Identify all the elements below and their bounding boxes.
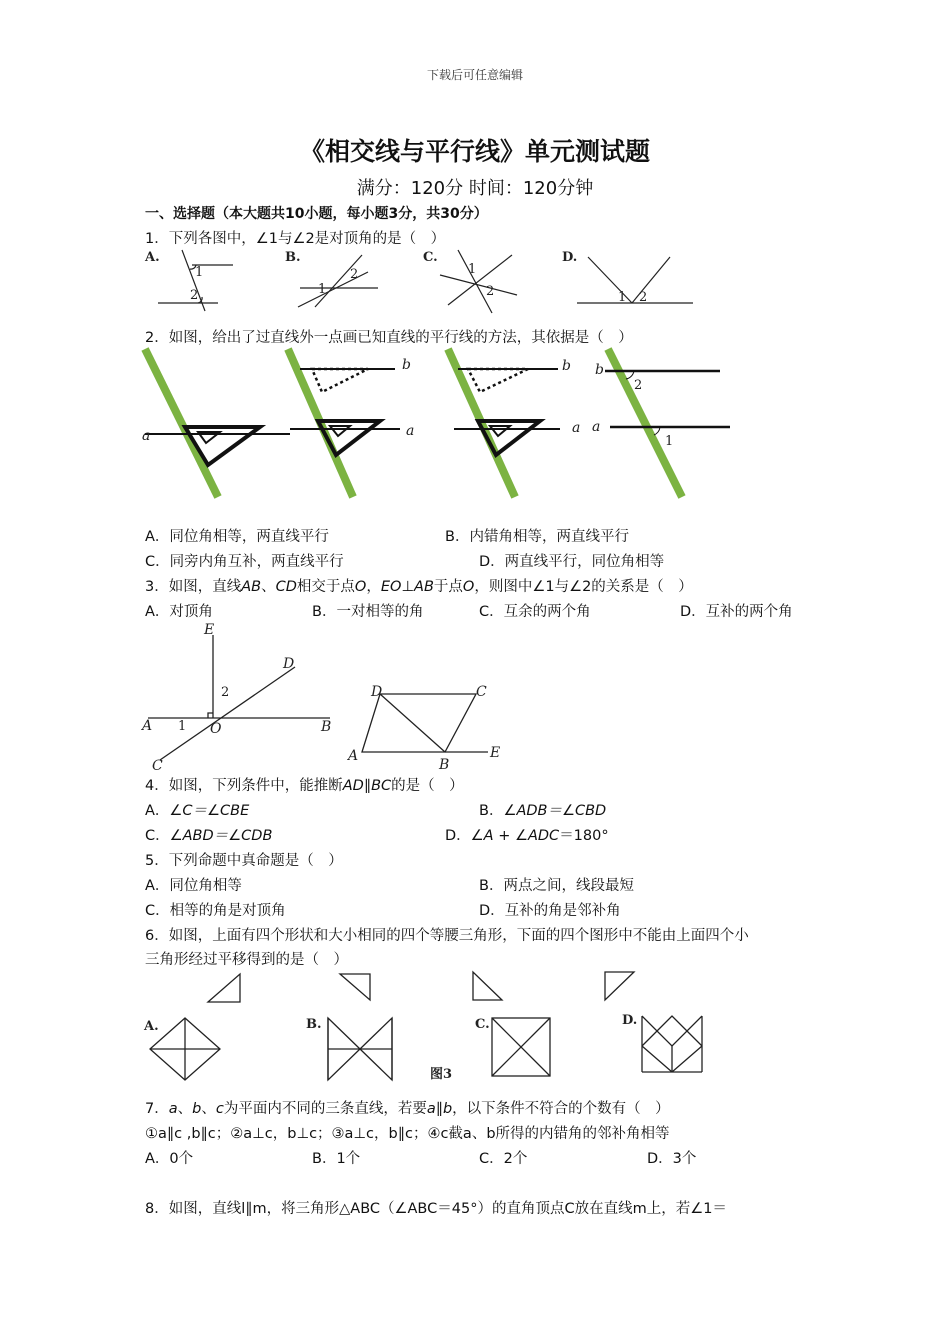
q1-label-b: B. <box>285 250 301 265</box>
q4-label-d: D <box>371 684 383 700</box>
q1-a-angle1: 1 <box>195 265 204 280</box>
q4-label-a: A <box>348 748 359 764</box>
q2-option-b[interactable]: B．内错角相等，两直线平行 <box>445 529 629 545</box>
q3-option-a[interactable]: A．对顶角 <box>145 604 213 620</box>
q7-option-b[interactable]: B．1个 <box>312 1151 361 1167</box>
question-7-stem: 7．a、b、c为平面内不同的三条直线，若要a∥b，以下条件不符合的个数有（ ） <box>145 1101 670 1117</box>
question-4-stem: 4．如图，下列条件中，能推断AD∥BC的是（ ） <box>145 778 464 794</box>
question-7-conditions: ①a∥c ,b∥c；②a⊥c，b⊥c；③a⊥c，b∥c；④c截a、b所得的内错角的邻补角相等 <box>145 1126 670 1142</box>
q3-label-two: 2 <box>221 685 230 700</box>
q5-option-b[interactable]: B．两点之间，线段最短 <box>479 878 634 894</box>
question-1-figures <box>140 245 710 315</box>
q2-fig3-label-b: b <box>562 358 571 374</box>
q5-option-a[interactable]: A．同位角相等 <box>145 878 242 894</box>
question-3-figure <box>140 620 360 774</box>
q4-label-b: B <box>439 757 450 773</box>
q1-figure-b <box>285 250 378 307</box>
q3-option-d[interactable]: D．互补的两个角 <box>680 604 793 620</box>
q1-label-c: C. <box>423 250 438 265</box>
q2-fig2-label-b: b <box>402 357 411 373</box>
q3-label-c: C <box>152 758 163 774</box>
q6-label-d: D. <box>622 1013 638 1028</box>
question-4-figure <box>340 680 520 775</box>
q1-d-angle2: 2 <box>639 290 648 305</box>
q1-c-angle1: 1 <box>468 262 477 277</box>
question-2-figures <box>140 347 740 507</box>
q3-label-one: 1 <box>178 719 187 734</box>
q4-label-c: C <box>476 684 487 700</box>
q1-figure-c <box>423 250 517 313</box>
q6-label-a: A. <box>144 1019 159 1034</box>
q6-label-c: C. <box>475 1017 490 1032</box>
q4-option-d[interactable]: D．∠A + ∠ADC＝180° <box>445 828 609 844</box>
q2-option-a[interactable]: A．同位角相等，两直线平行 <box>145 529 329 545</box>
q3-label-d: D <box>283 656 295 672</box>
q6-caption: 图3 <box>430 1067 453 1082</box>
question-1-stem: 1．下列各图中，∠1与∠2是对顶角的是（ ） <box>145 231 446 247</box>
header-note: 下载后可任意编辑 <box>426 68 523 82</box>
q2-option-c[interactable]: C．同旁内角互补，两直线平行 <box>145 554 344 570</box>
q1-b-angle2: 2 <box>350 267 359 282</box>
q2-figure-1 <box>142 349 290 497</box>
question-6-figures <box>140 968 730 1088</box>
q3-label-b: B <box>321 719 332 735</box>
question-3-stem: 3．如图，直线AB、CD相交于点O，EO⊥AB于点O，则图中∠1与∠2的关系是（ ） <box>145 579 693 595</box>
q6-label-b: B. <box>306 1017 322 1032</box>
q4-option-b[interactable]: B．∠ADB＝∠CBD <box>479 803 607 819</box>
q2-figure-3 <box>448 349 580 497</box>
q2-option-d[interactable]: D．两直线平行，同位角相等 <box>479 554 665 570</box>
q3-label-a: A <box>142 718 153 734</box>
q2-figure-4 <box>592 349 730 497</box>
q2-fig1-label-a: a <box>142 428 151 444</box>
q1-c-angle2: 2 <box>486 284 495 299</box>
question-6-stem-line1: 6．如图，上面有四个形状和大小相同的四个等腰三角形，下面的四个图形中不能由上面四个小 <box>145 928 749 944</box>
q3-label-e: E <box>204 622 215 638</box>
q5-option-c[interactable]: C．相等的角是对顶角 <box>145 903 286 919</box>
q2-fig2-label-a: a <box>406 423 415 439</box>
q4-option-c[interactable]: C．∠ABD＝∠CDB <box>145 828 273 844</box>
q2-figure-2 <box>288 349 414 497</box>
q7-option-a[interactable]: A．0个 <box>145 1151 194 1167</box>
q4-option-a[interactable]: A．∠C＝∠CBE <box>145 803 250 819</box>
q1-label-d: D. <box>562 250 578 265</box>
q2-fig4-label-a: a <box>592 419 601 435</box>
q1-figure-a <box>144 250 233 311</box>
question-5-stem: 5．下列命题中真命题是（ ） <box>145 853 343 869</box>
q2-fig4-angle1: 1 <box>665 434 674 449</box>
question-6-stem-line2: 三角形经过平移得到的是（ ） <box>145 952 348 968</box>
q5-option-d[interactable]: D．互补的角是邻补角 <box>479 903 621 919</box>
q1-figure-d <box>562 250 693 305</box>
question-8-stem: 8．如图，直线l∥m，将三角形△ABC（∠ABC＝45°）的直角顶点C放在直线m上，若∠1＝ <box>145 1201 727 1217</box>
q2-fig4-angle2: 2 <box>634 378 643 393</box>
q3-option-c[interactable]: C．互余的两个角 <box>479 604 591 620</box>
page-subtitle: 满分：120分 时间：120分钟 <box>356 178 594 199</box>
q2-fig3-label-a: a <box>572 420 581 436</box>
q2-fig4-label-b: b <box>595 362 604 378</box>
q3-label-o: O <box>210 721 222 737</box>
q3-option-b[interactable]: B．一对相等的角 <box>312 604 424 620</box>
question-2-stem: 2．如图，给出了过直线外一点画已知直线的平行线的方法，其依据是（ ） <box>145 330 633 346</box>
q4-label-e: E <box>490 745 501 761</box>
q7-option-d[interactable]: D．3个 <box>647 1151 697 1167</box>
q7-option-c[interactable]: C．2个 <box>479 1151 528 1167</box>
q1-b-angle1: 1 <box>318 282 327 297</box>
q1-label-a: A. <box>145 250 160 265</box>
section-heading: 一、选择题（本大题共10小题，每小题3分，共30分） <box>145 206 488 222</box>
q1-d-angle1: 1 <box>618 290 627 305</box>
page-title: 《相交线与平行线》单元测试题 <box>299 137 650 166</box>
q1-a-angle2: 2 <box>190 288 199 303</box>
